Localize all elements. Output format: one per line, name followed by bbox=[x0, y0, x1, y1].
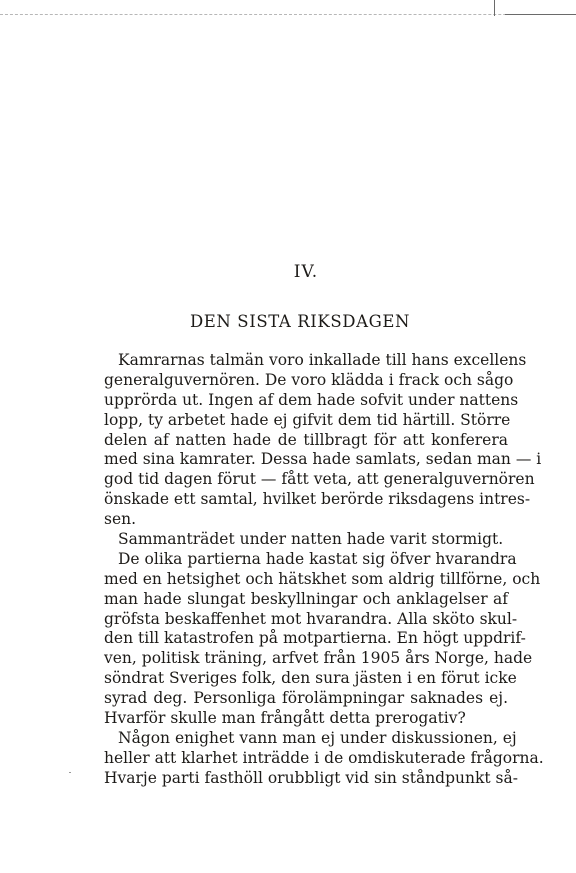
text-line: Hvarför skulle man frångått detta prerogativ? bbox=[104, 709, 466, 728]
chapter-number: IV. bbox=[293, 262, 319, 282]
text-line: söndrat Sveriges folk, den sura jästen i en förut icke bbox=[104, 669, 517, 688]
scan-edge-line-solid bbox=[505, 14, 576, 15]
scan-edge-line bbox=[0, 14, 576, 15]
text-line: generalguvernören. De voro klädda i frack och sågo bbox=[104, 370, 514, 389]
text-line: Sammanträdet under natten hade varit stormigt. bbox=[118, 530, 504, 549]
text-line: gröfsta beskaffenhet mot hvarandra. Alla sköto skul- bbox=[104, 609, 518, 628]
text-line: syrad deg. Personliga förolämpningar saknades ej. bbox=[104, 689, 508, 708]
text-line: sen. bbox=[104, 510, 137, 529]
text-line: Någon enighet vann man ej under diskussionen, ej bbox=[118, 728, 517, 747]
text-line: lopp, ty arbetet hade ej gifvit dem tid härtill. Större bbox=[104, 410, 511, 429]
text-line: upprörda ut. Ingen af dem hade sofvit under nattens bbox=[104, 390, 519, 409]
body-text bbox=[104, 351, 544, 789]
text-line: De olika partierna hade kastat sig öfver hvarandra bbox=[118, 549, 517, 568]
text-line: med en hetsighet och hätskhet som aldrig tillförne, och bbox=[104, 569, 541, 588]
text-line: Hvarje parti fasthöll orubbligt vid sin ståndpunkt så- bbox=[104, 768, 518, 787]
text-line: heller att klarhet inträdde i de omdiskuterade frågorna. bbox=[104, 748, 544, 767]
scan-speck bbox=[69, 772, 71, 773]
text-line: med sina kamrater. Dessa hade samlats, sedan man — i bbox=[104, 450, 542, 469]
text-line: den till katastrofen på motpartierna. En högt uppdrif- bbox=[104, 629, 526, 648]
chapter-title: DEN SISTA RIKSDAGEN bbox=[189, 312, 411, 331]
text-line: god tid dagen förut — fått veta, att generalguvernören bbox=[104, 470, 535, 489]
text-line: man hade slungat beskyllningar och anklagelser af bbox=[104, 589, 508, 608]
scan-gutter-mark bbox=[494, 0, 495, 16]
text-line: Kamrarnas talmän voro inkallade till hans excellens bbox=[118, 351, 527, 369]
text-line: önskade ett samtal, hvilket berörde riksdagens intres- bbox=[104, 490, 531, 509]
text-line: delen af natten hade de tillbragt för att konferera bbox=[104, 430, 508, 449]
text-line: ven, politisk träning, arfvet från 1905 års Norge, hade bbox=[104, 649, 533, 668]
